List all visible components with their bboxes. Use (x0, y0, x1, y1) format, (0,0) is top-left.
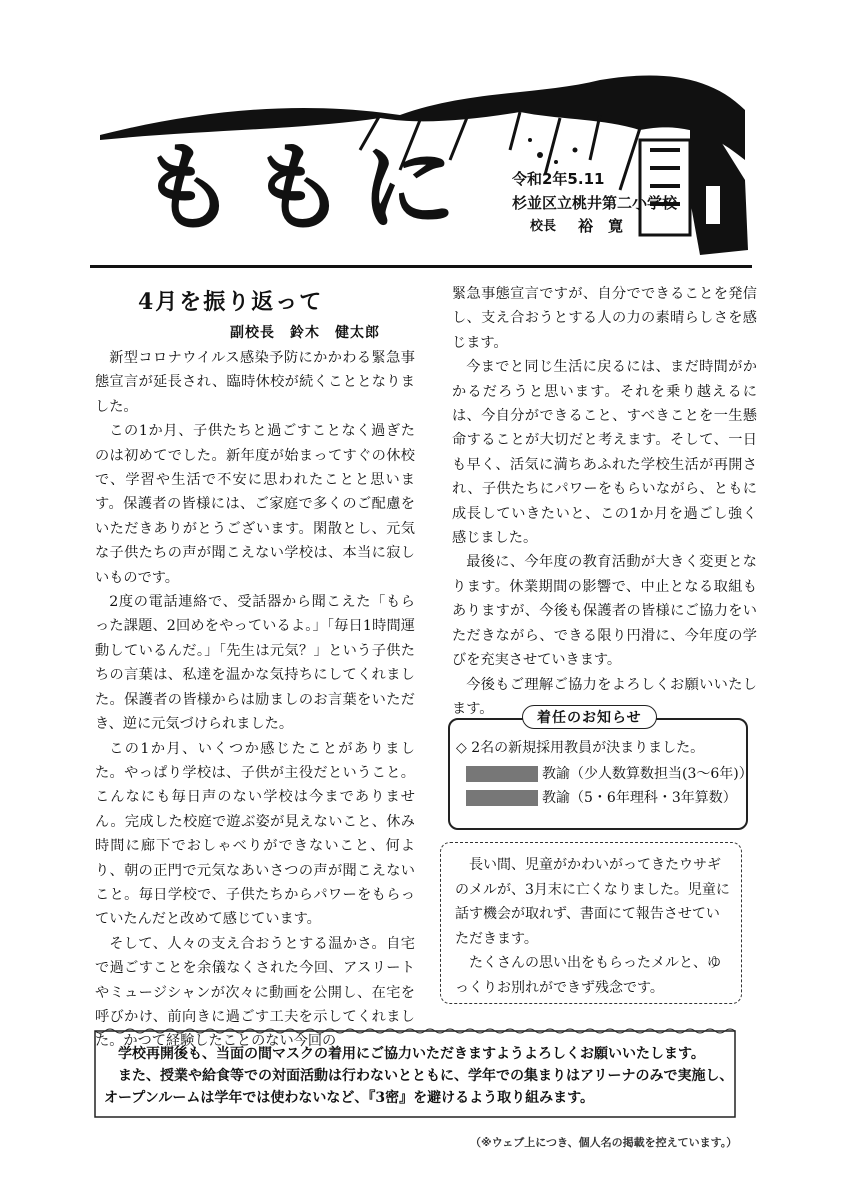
notice-line: また、授業や給食等での対面活動は行わないとともに、学年での集まりはアリーナのみで実施し、オープンルームは学年では使わないなど、『3密』を避けるよう取り組みます。 (104, 1068, 734, 1106)
notice-intro: ◇ 2名の新規採用教員が決まりました。 (456, 740, 705, 756)
principal-name: 裕 寛 (578, 217, 624, 235)
issue-date: 令和2年5.11 (512, 170, 605, 188)
paragraph: 今後もご理解ご協力をよろしくお願いいたします。 (452, 676, 757, 717)
article-heading: 4月を振り返って (138, 289, 324, 315)
notice-teacher-2 (466, 787, 737, 809)
notice-line: 学校再開後も、当面の間マスクの着用にご協力いただきますようよろしくお願いいたします。 (118, 1046, 705, 1062)
bottom-notice-text (104, 1043, 734, 1109)
paragraph: この1か月、いくつか感じたことがありました。やっぱり学校は、子供が主役だということ。こんなにも毎日声のない学校は今までありません。完成した校庭で遊ぶ姿が見えないこと、休み時間に廊下でおしゃべりができないこと、何より、朝の正門で元気なあいさつの声が聞こえないこと。毎日学校で、子供たちからパワーをもらっていたんだと改めて感じています。 (95, 740, 415, 928)
teacher-2-role: 教諭（5・6年理科・3年算数） (542, 790, 737, 806)
paragraph: この1か月、子供たちと過ごすことなく過ぎたのは初めてでした。新年度が始まってすぐの休校で、学習や生活で不安に思われたことと思います。保護者の皆様には、ご家庭で多くのご配慮をいただきありがとうございます。閑散とし、元気な子供たちの声が聞こえない学校は、本当に寂しいものです。 (95, 423, 415, 586)
paragraph: 最後に、今年度の教育活動が大きく変更となります。休業期間の影響で、中止となる取組もありますが、今後も保護者の皆様にご協力をいただきながら、できる限り円滑に、今年度の学びを充実させていきます。 (452, 554, 757, 669)
rabbit-notice-text (455, 853, 730, 1000)
redacted-name (466, 790, 538, 806)
principal-role: 校長 (530, 219, 557, 234)
redacted-name (466, 766, 538, 782)
paragraph: 今までと同じ生活に戻るには、まだ時間がかかるだろうと思います。それを乗り越えるには、今自分ができること、すべきことを一生懸命することが大切だと考えます。そして、一日も早く、活気に満ちあふれた学校生活が再開され、子供たちにパワーをもらいながら、ともに成長していきたいと、この1か月を過ごし強く感じました。 (452, 359, 757, 547)
article-left-column (95, 346, 415, 1054)
paragraph: そして、人々の支え合おうとする温かさ。自宅で過ごすことを余儀なくされた今回、アスリートやミュージシャンが次々に動画を公開し、在宅を呼びかけ、前向きに過ごす工夫を示してくれました。かつて経験したことのない今回の (95, 935, 415, 1050)
header-rule (90, 265, 752, 268)
paragraph: 長い間、児童がかわいがってきたウサギのメルが、3月末に亡くなりました。児童に話す機会が取れず、書面にて報告させていただきます。 (455, 857, 730, 947)
article-right-column (452, 282, 757, 721)
paragraph: たくさんの思い出をもらったメルと、ゆっくりお別れができず残念です。 (455, 955, 721, 996)
notice-teacher-1 (466, 763, 753, 785)
newsletter-title: ももに (140, 132, 470, 244)
article-byline: 副校長 鈴木 健太郎 (230, 325, 380, 341)
teacher-1-role: 教諭（少人数算数担当(3～6年)） (542, 766, 753, 782)
paragraph: 新型コロナウイルス感染予防にかかわる緊急事態宣言が延長され、臨時休校が続くこととなりました。 (95, 350, 415, 415)
notice-title: 着任のお知らせ (522, 705, 657, 729)
footnote: （※ウェブ上につき、個人名の掲載を控えています。） (470, 1136, 738, 1149)
paragraph: 2度の電話連絡で、受話器から聞こえた「もらった課題、2回めをやっているよ。」「毎日1時間運動しているんだ。」「先生は元気？」という子供たちの言葉は、私達を温かな気持ちにしてくれました。保護者の皆様からは励ましのお言葉をいただき、逆に元気づけられました。 (95, 594, 415, 733)
paragraph: 緊急事態宣言ですが、自分でできることを発信し、支え合おうとする人の力の素晴らしさを感じます。 (452, 286, 757, 351)
school-name: 杉並区立桃井第二小学校 (512, 194, 678, 212)
